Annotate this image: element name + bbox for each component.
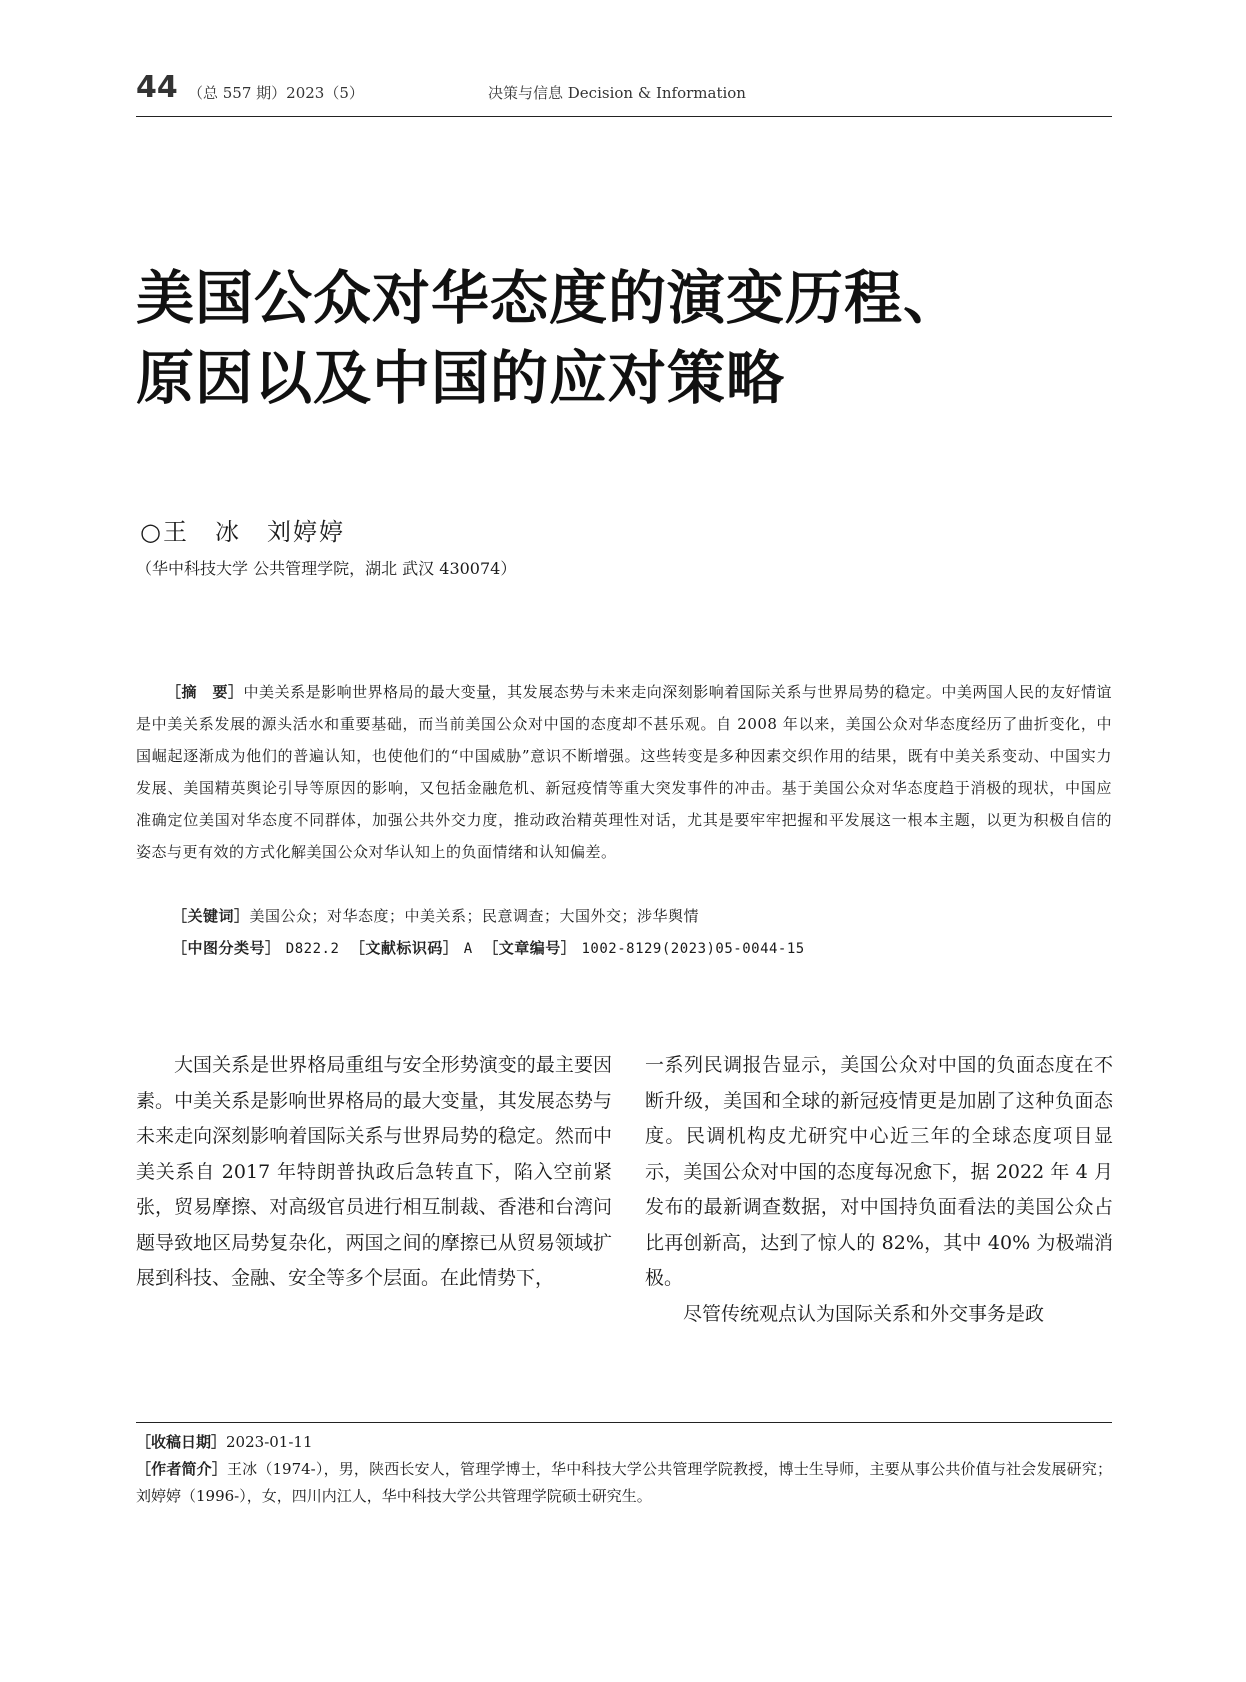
keywords-text: 美国公众；对华态度；中美关系；民意调查；大国外交；涉华舆情 (249, 907, 700, 925)
doc-code-label: ［文献标识码］ (349, 939, 459, 957)
article-number-value: 1002-8129(2023)05-0044-15 (581, 941, 805, 957)
body-left-column: 大国关系是世界格局重组与安全形势演变的最主要因素。中美关系是影响世界格局的最大变量，其发展态势与未来走向深刻影响着国际关系与世界局势的稳定。然而中美关系自 2017 年特朗普执政后急转直下，陷入空前紧张，贸易摩擦、对高级官员进行相互制裁、香港和台湾问题导致地区局势复杂化，两国之间的摩擦已从贸易领域扩展到科技、金融、安全等多个层面。在此情势下， (136, 1054, 612, 1289)
article-title (136, 258, 1116, 418)
issue-info: （总 557 期）2023（5） (188, 84, 364, 102)
journal-name: 决策与信息 Decision & Information (488, 84, 746, 102)
running-header (136, 70, 1112, 117)
footnotes (136, 1422, 1112, 1510)
classification-info (172, 937, 805, 958)
page-number: 44 (136, 70, 178, 105)
author-bio-text: 王冰（1974-），男，陕西长安人，管理学博士，华中科技大学公共管理学院教授，博士生导师，主要从事公共价值与社会发展研究；刘婷婷（1996-），女，四川内江人，华中科技大学公共管理学院硕士研究生。 (136, 1460, 1112, 1505)
right-column-paragraph-1: 一系列民调报告显示，美国公众对中国的负面态度在不断升级，美国和全球的新冠疫情更是加剧了这种负面态度。民调机构皮尤研究中心近三年的全球态度项目显示，美国公众对中国的态度每况愈下，据 2022 年 4 月发布的最新调查数据，对中国持负面看法的美国公众占比再创新高，达到了惊人的 82%，其中 40% 为极端消极。 (645, 1054, 1113, 1289)
abstract-text: 中美关系是影响世界格局的最大变量，其发展态势与未来走向深刻影响着国际关系与世界局势的稳定。中美两国人民的友好情谊是中美关系发展的源头活水和重要基础，而当前美国公众对中国的态度却不甚乐观。自 2008 年以来，美国公众对华态度经历了曲折变化，中国崛起逐渐成为他们的普遍认知，也使他们的“中国威胁”意识不断增强。这些转变是多种因素交织作用的结果，既有中美关系变动、中国实力发展、美国精英舆论引导等原因的影响，又包括金融危机、新冠疫情等重大突发事件的冲击。基于美国公众对华态度趋于消极的现状，中国应准确定位美国对华态度不同群体，加强公共外交力度，推动政治精英理性对话，尤其是要牢牢把握和平发展这一根本主题，以更为积极自信的姿态与更有效的方式化解美国公众对华认知上的负面情绪和认知偏差。 (136, 683, 1112, 861)
abstract (136, 676, 1112, 868)
affiliation: （华中科技大学 公共管理学院，湖北 武汉 430074） (136, 559, 517, 578)
doc-code-value: A (463, 941, 473, 957)
title-line-2: 原因以及中国的应对策略 (136, 344, 786, 412)
body-right-column (645, 1048, 1113, 1332)
author-bio (136, 1456, 1112, 1510)
author-bio-label: ［作者简介］ (136, 1460, 227, 1478)
keywords (172, 905, 699, 926)
right-column-paragraph-2: 尽管传统观点认为国际关系和外交事务是政 (683, 1302, 1045, 1325)
received-value: 2023-01-11 (226, 1433, 313, 1451)
title-line-1: 美国公众对华态度的演变历程、 (136, 264, 963, 332)
keywords-label: ［关键词］ (172, 907, 250, 925)
authors: ○王 冰 刘婷婷 (140, 518, 345, 546)
clc-label: ［中图分类号］ (172, 939, 281, 957)
article-number-label: ［文章编号］ (483, 939, 577, 957)
received-label: ［收稿日期］ (136, 1433, 227, 1451)
received-date (136, 1429, 1112, 1456)
abstract-label: ［摘 要］ (166, 683, 244, 701)
clc-value: D822.2 (285, 941, 340, 957)
